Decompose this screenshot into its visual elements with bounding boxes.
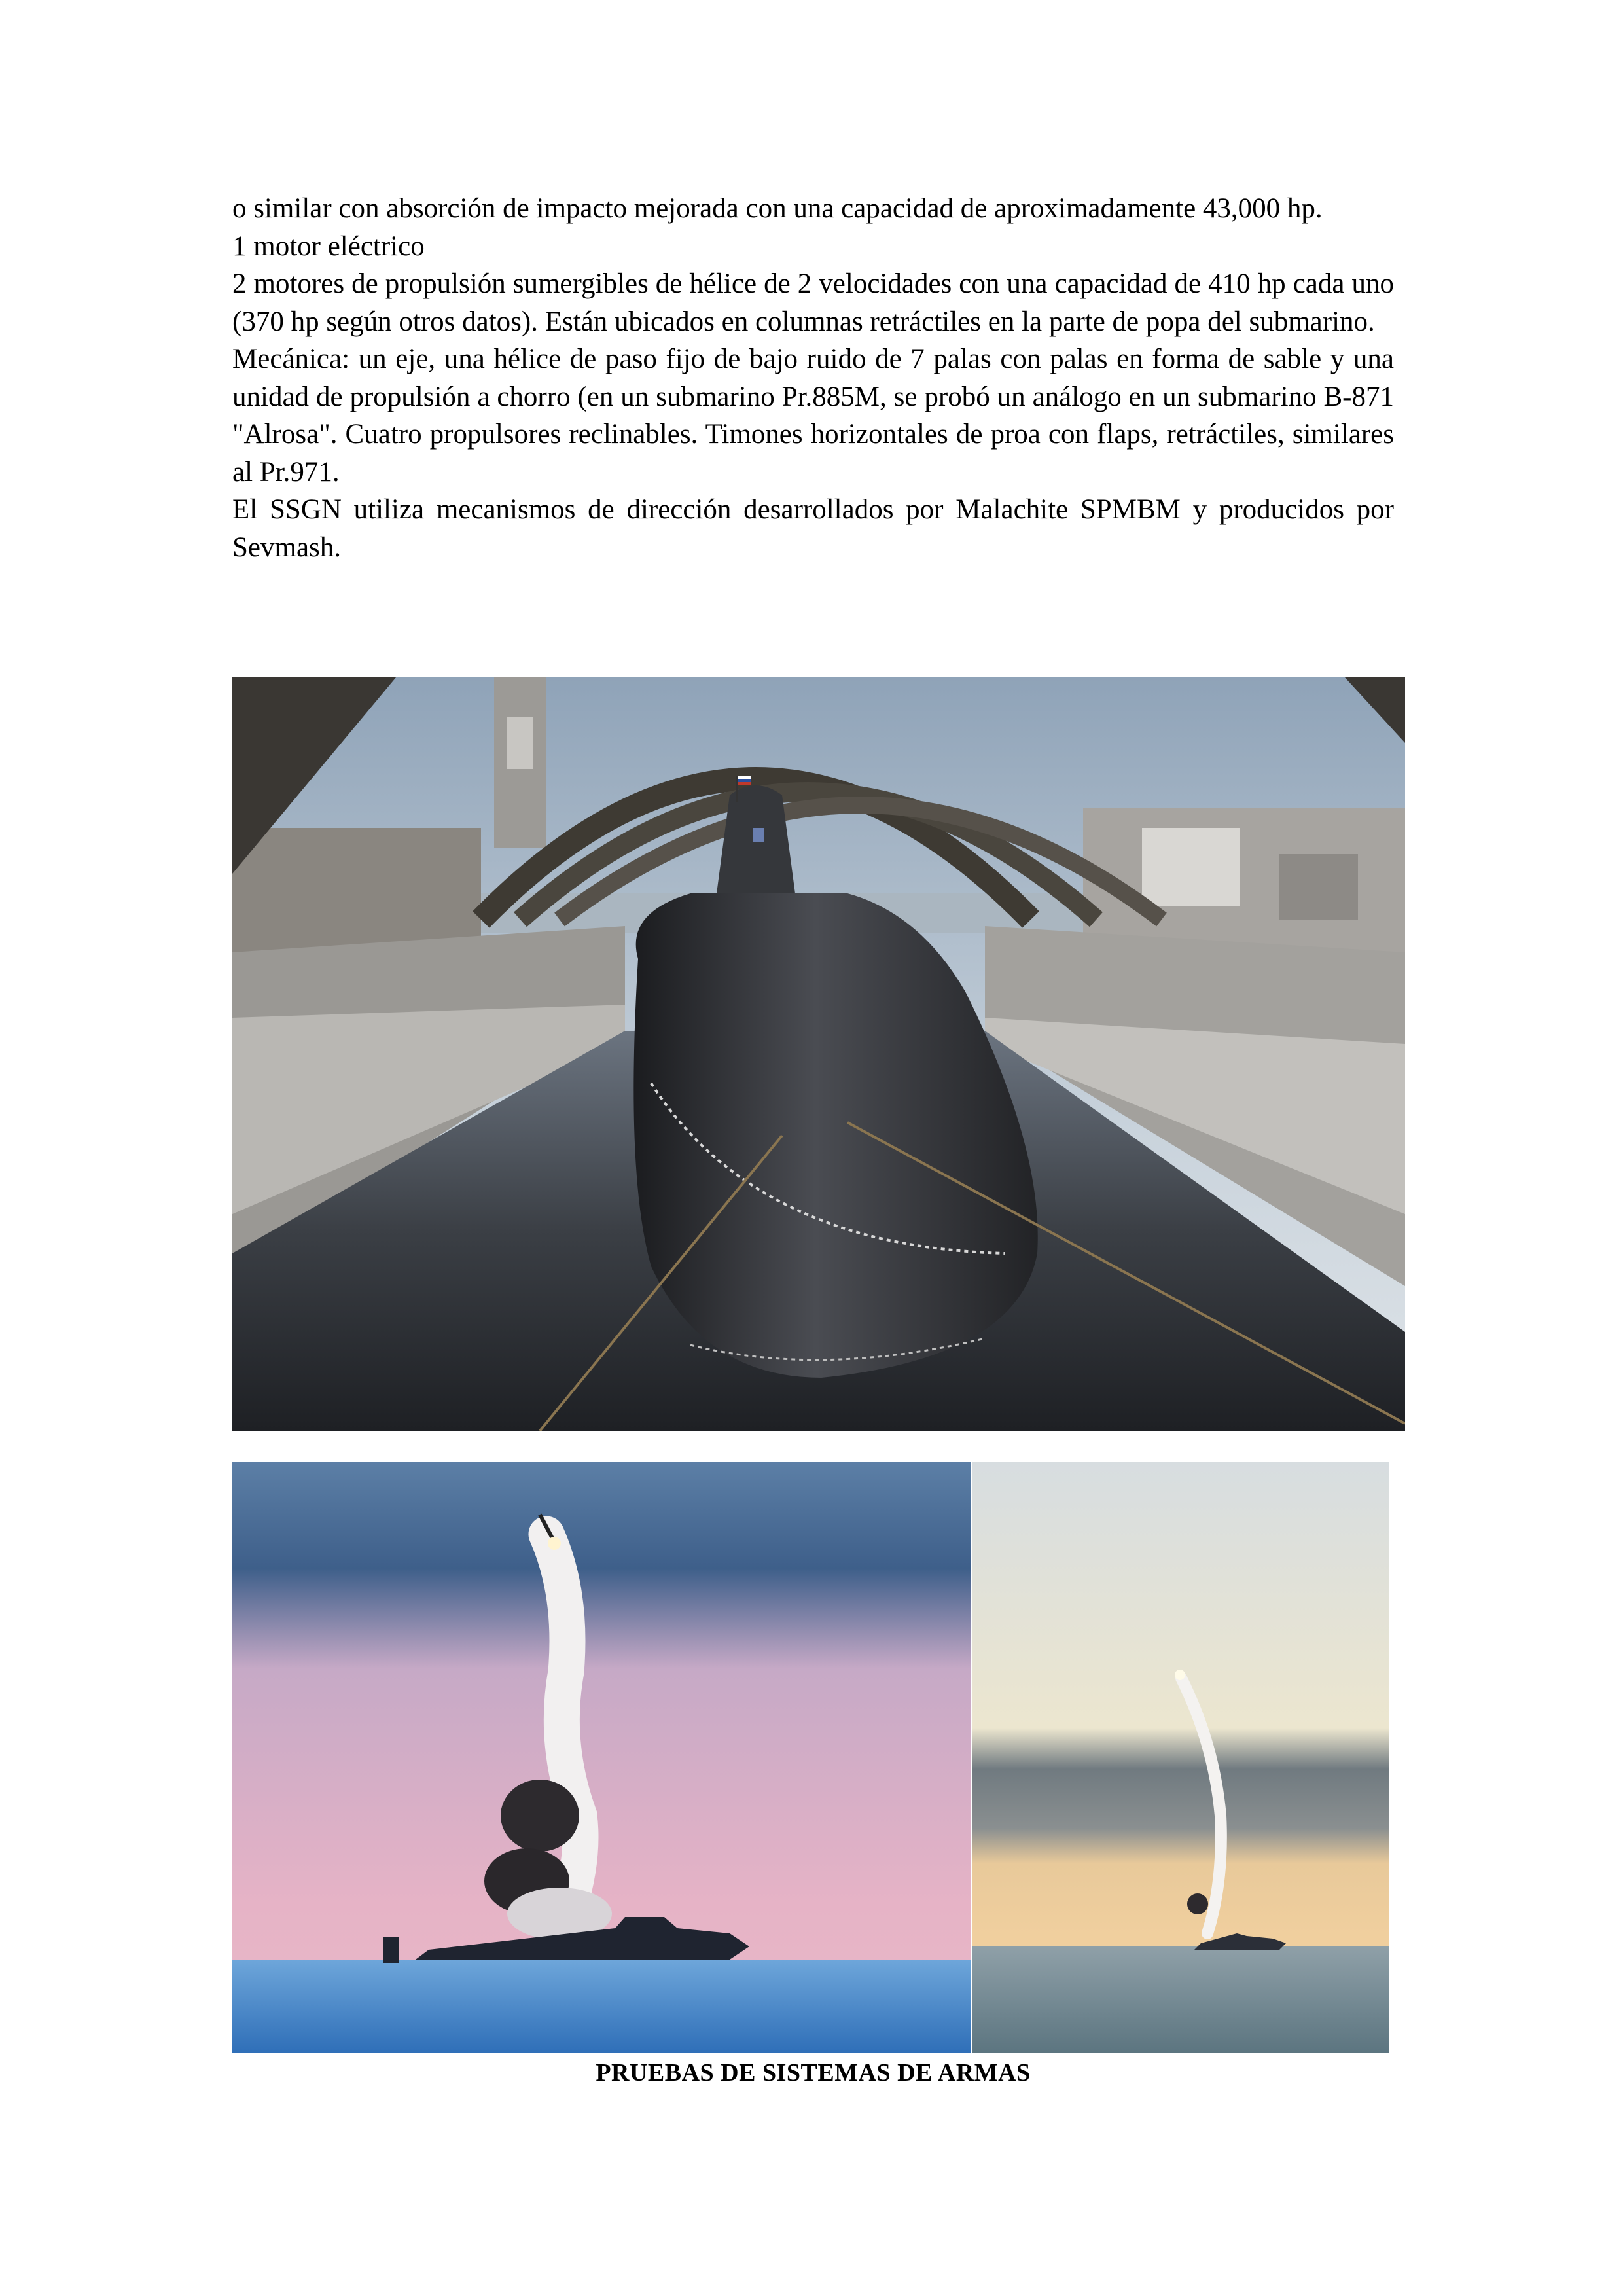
paragraph-steering: El SSGN utiliza mecanismos de dirección desarrollados por Malachite SPMBM y producidos por Sevmash. [232,494,1394,563]
paragraph-electric-motor: 1 motor eléctrico [232,230,425,262]
paragraph-engine-capacity: o similar con absorción de impacto mejorada con una capacidad de aproximadamente 43,000 hp. [232,193,1323,224]
paragraph-mechanics: Mecánica: un eje, una hélice de paso fijo de bajo ruido de 7 palas con palas en forma de sable y una unidad de propulsión a chorro (en un submarino Pr.885M, se probó un análogo en un submarino B-871 "Alrosa". Cuatro propulsores reclinables. Timones horizontales de proa con flaps, retráctiles, similares al Pr.971. [232,344,1394,488]
missile-launch-photo-left [232,1462,971,2053]
missile-launch-photo-right [972,1462,1389,2053]
paragraph-propulsion-motors: 2 motores de propulsión sumergibles de hélice de 2 velocidades con una capacidad de 410 hp cada uno (370 hp según otros datos). Están ubicados en columnas retráctiles en la parte de popa del submarino. [232,268,1394,337]
figure-caption: PRUEBAS DE SISTEMAS DE ARMAS [596,2059,1031,2087]
submarine-drydock-photo [232,677,1405,1431]
body-text [232,190,1394,566]
